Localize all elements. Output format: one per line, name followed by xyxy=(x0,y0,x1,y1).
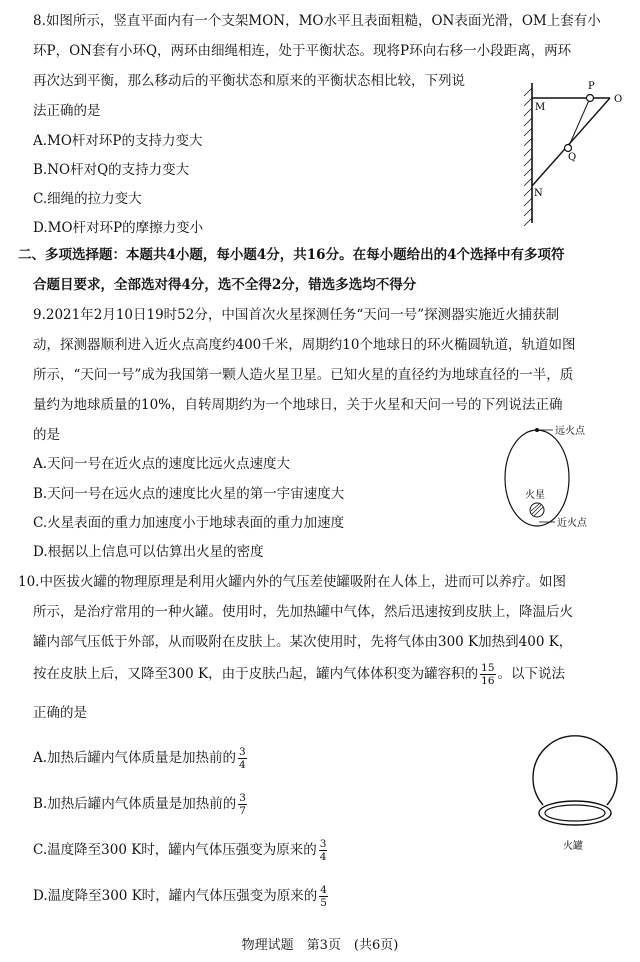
q9-option-d: D.根据以上信息可以估算出火星的密度 xyxy=(33,544,264,560)
q8-line-4: 法正确的是 xyxy=(33,103,101,119)
label-q: Q xyxy=(568,152,577,163)
q9-option-b: B.天问一号在远火点的速度比火星的第一宇宙速度大 xyxy=(33,486,345,502)
q10-line-5: 正确的是 xyxy=(33,705,87,721)
q8-option-a: A.MO杆对环P的支持力变大 xyxy=(33,133,203,149)
q10-option-c: C.温度降至300 K时，罐内气体压强变为原来的 $\frac{3}{4}$ xyxy=(33,838,327,863)
q9-line-4: 量约为地球质量的10%，自转周期约为一个地球日，关于火星和天问一号的下列说法正确 xyxy=(33,397,563,413)
q10-line-4-tail: 。以下说法 xyxy=(497,666,566,682)
label-far-point: 远火点 xyxy=(555,426,585,437)
q10-option-d: D.温度降至300 K时，罐内气体压强变为原来的 $\frac{4}{5}$ xyxy=(33,884,327,909)
q8-line-2: 环P，ON套有小环Q，两环由细绳相连，处于平衡状态。现将P环向右移一小段距离，两环 xyxy=(33,43,572,59)
q10-line-1: 10.中医拔火罐的物理原理是利用火罐内外的气压差使罐吸附在人体上，进而可以养疗。如图 xyxy=(18,574,566,590)
q9-line-3: 所示，“天问一号”成为我国第一颗人造火星卫星。已知火星的直径约为地球直径的一半，质 xyxy=(33,367,574,383)
q9-option-a: A.天问一号在近火点的速度比远火点速度大 xyxy=(33,456,291,472)
label-n: N xyxy=(534,188,543,199)
q10-line-2: 所示，是治疗常用的一种火罐。使用时，先加热罐中气体，然后迅速按到皮肤上，降温后火 xyxy=(33,604,573,620)
q10-line-4 xyxy=(33,662,565,687)
q8-option-b: B.NO杆对Q的支持力变大 xyxy=(33,162,190,178)
q8-line-3: 再次达到平衡，那么移动后的平衡状态和原来的平衡状态相比较，下列说 xyxy=(33,73,465,89)
mars-orbit-figure xyxy=(495,418,620,538)
label-mars: 火星 xyxy=(525,490,545,501)
q9-line-5: 的是 xyxy=(33,427,60,443)
q8-line-1: 8.如图所示，竖直平面内有一个支架MON，MO水平且表面粗糙，ON表面光滑，OM上套有小 xyxy=(33,13,601,29)
q10-line-4-text: 按在皮肤上后，又降至300 K，由于皮肤凸起，罐内气体体积变为罐容积的 xyxy=(33,666,479,682)
section-2-heading-line-1: 二、多项选择题：本题共4小题，每小题4分，共16分。在每小题给出的4个选择中有多项符 xyxy=(18,247,565,263)
label-o: O xyxy=(614,94,623,105)
page-footer: 物理试题 第3页 (共6页) xyxy=(241,938,399,953)
label-p: P xyxy=(588,81,595,92)
q8-option-c: C.细绳的拉力变大 xyxy=(33,191,142,207)
q10-option-b: B.加热后罐内气体质量是加热前的 $\frac{3}{7}$ xyxy=(33,792,246,817)
q10-line-3: 罐内部气压低于外部，从而吸附在皮肤上。某次使用时，先将气体由300 K加热到400 K， xyxy=(33,634,573,650)
q8-option-d: D.MO杆对环P的摩擦力变小 xyxy=(33,220,204,236)
q9-option-c: C.火星表面的重力加速度小于地球表面的重力加速度 xyxy=(33,515,345,531)
cupping-jar-figure xyxy=(525,735,625,855)
label-cupping-jar: 火罐 xyxy=(563,841,583,852)
section-2-heading-line-2: 合题目要求，全部选对得4分，选不全得2分，错选多选均不得分 xyxy=(33,277,417,293)
q9-line-1: 9.2021年2月10日19时52分，中国首次火星探测任务“天问一号”探测器实施近火捕获制 xyxy=(33,307,560,323)
q10-option-a: A.加热后罐内气体质量是加热前的 $\frac{3}{4}$ xyxy=(33,746,246,771)
fraction-15-16: $\frac{15}{16}$ xyxy=(481,662,495,687)
q9-line-2: 动，探测器顺利进入近火点高度约400千米，周期约10个地球日的环火椭圆轨道，轨道如图 xyxy=(33,337,576,353)
bracket-mon-figure xyxy=(510,78,635,228)
label-m: M xyxy=(535,102,546,113)
label-near-point: 近火点 xyxy=(557,518,587,529)
